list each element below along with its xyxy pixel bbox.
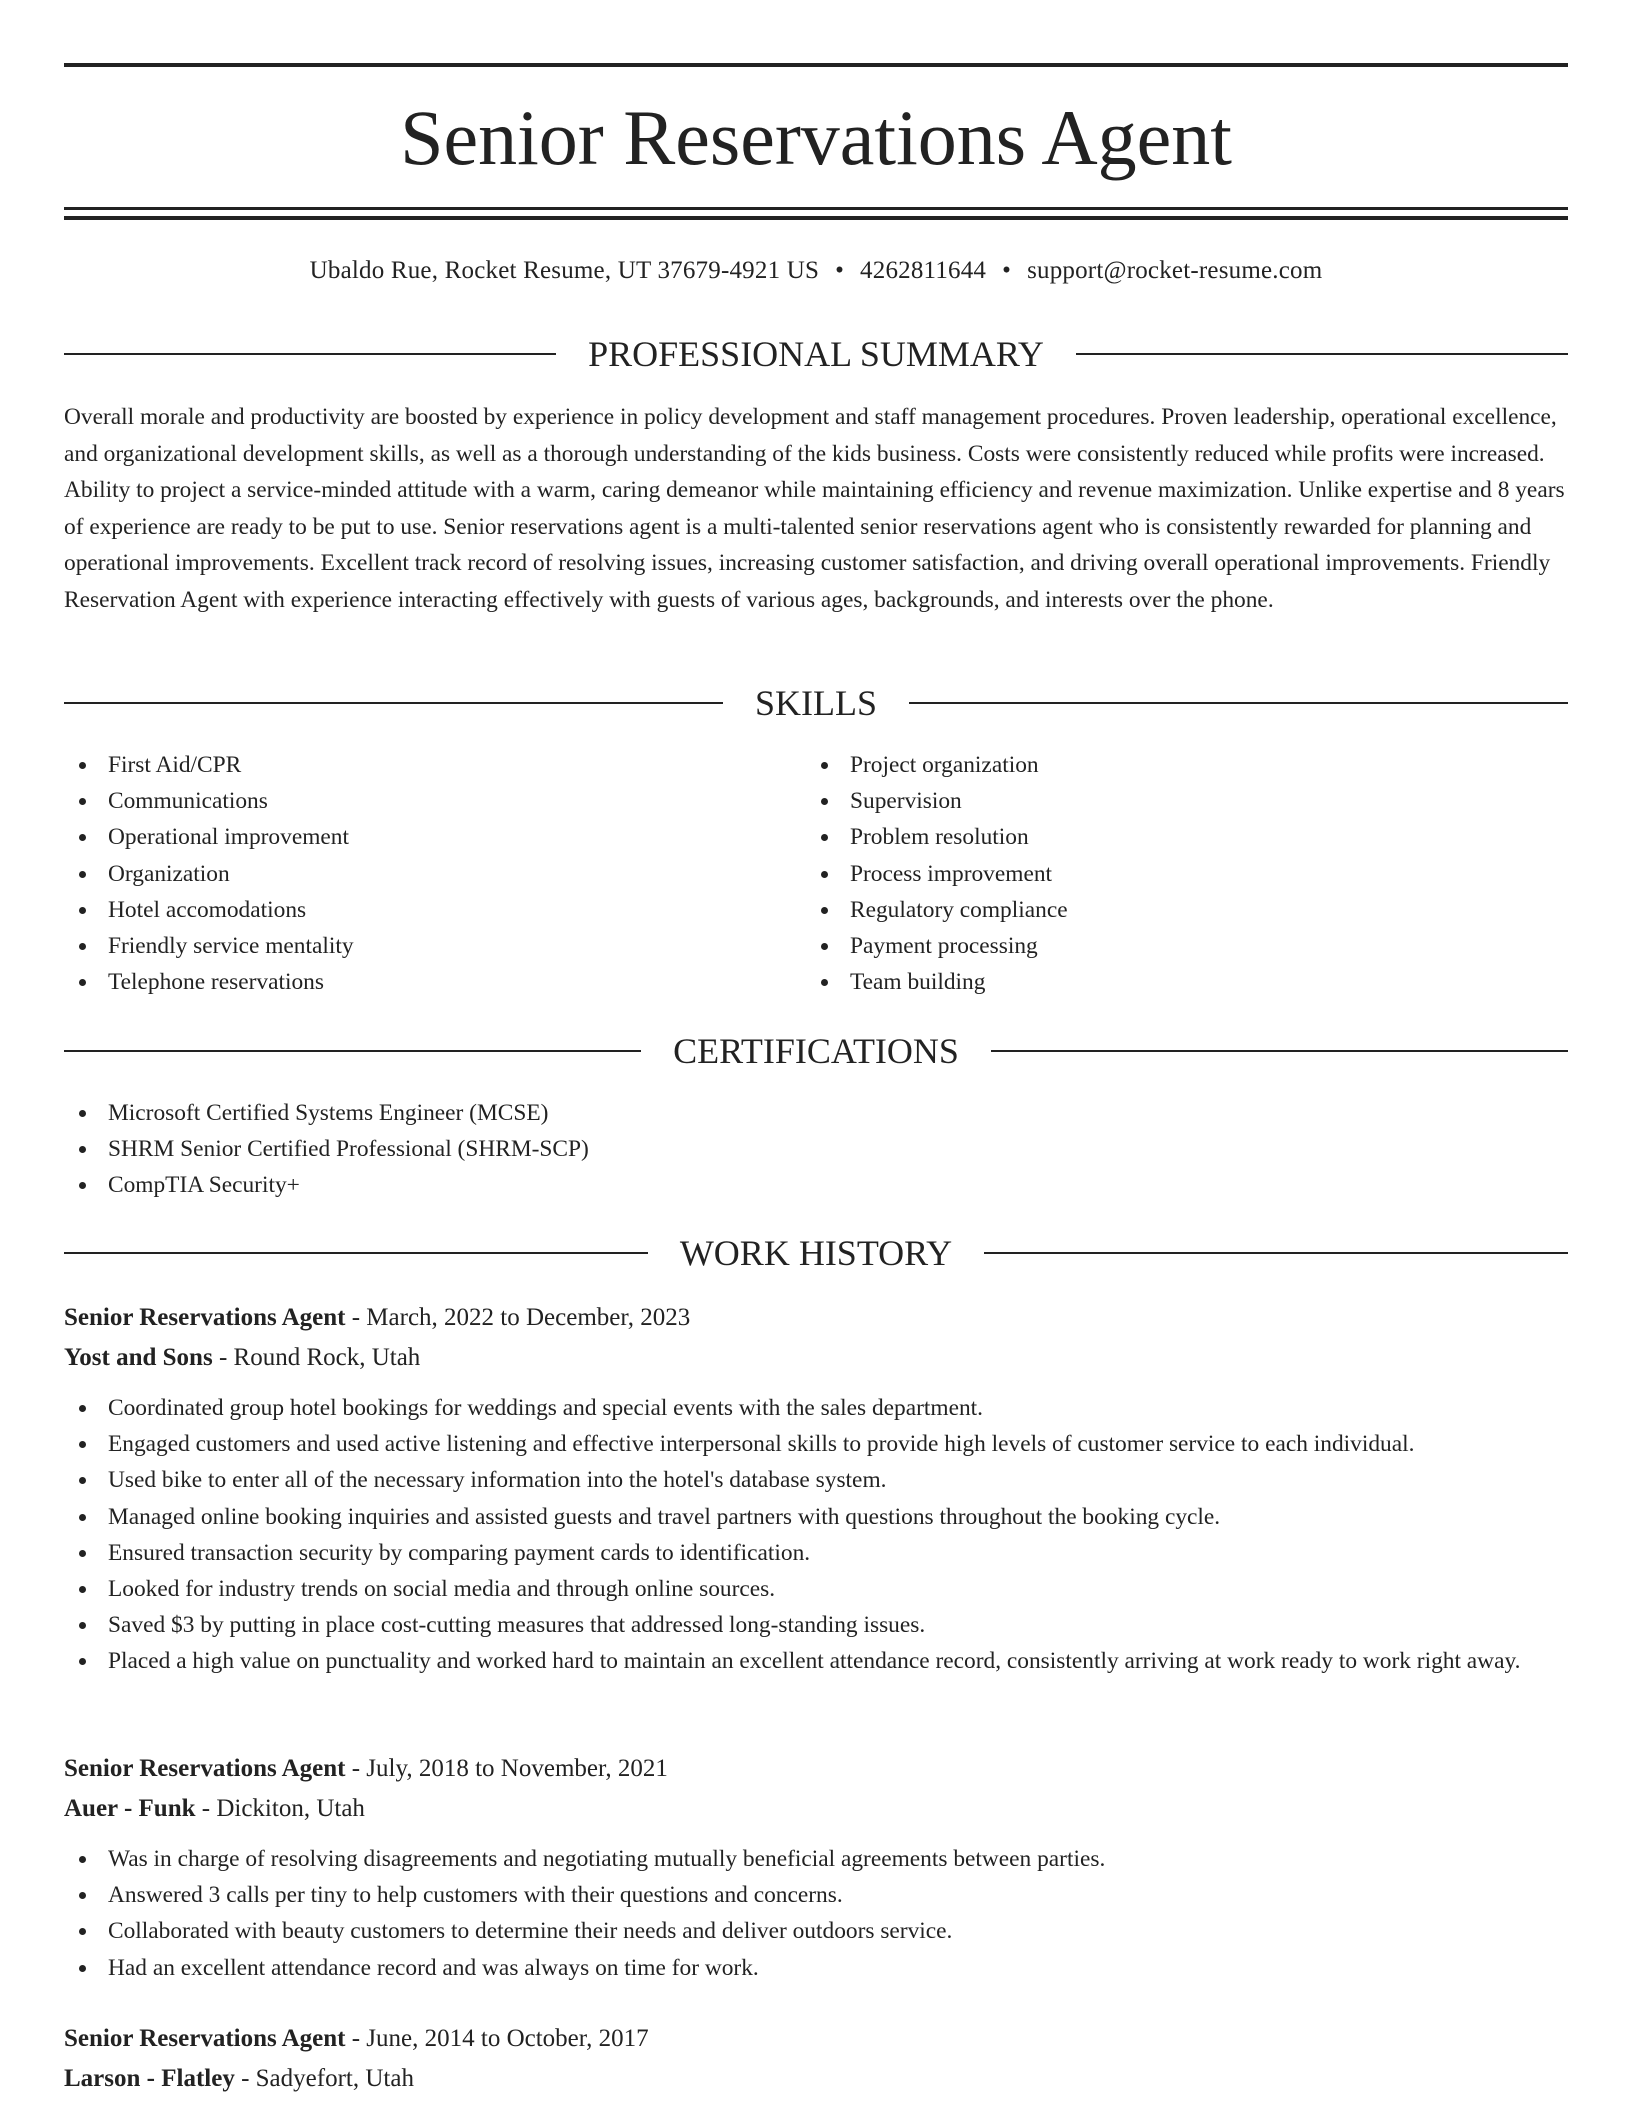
contact-line (64, 254, 1568, 288)
section-title: PROFESSIONAL SUMMARY (588, 334, 1044, 374)
job-company-line (64, 1789, 1568, 1829)
section-heading-skills (64, 681, 1568, 725)
skills-list-right (806, 747, 1506, 1000)
job-location: - Dickiton, Utah (195, 1795, 365, 1822)
job-bullet: Managed online booking inquiries and assisted guests and travel partners with questions throughout the booking cycle. (64, 1499, 1568, 1535)
skill-item: Hotel accomodations (64, 892, 764, 928)
skill-item: Friendly service mentality (64, 928, 764, 964)
job-bullets (64, 1841, 1568, 1986)
heading-rule (64, 353, 556, 355)
skill-item: Regulatory compliance (806, 892, 1506, 928)
job-bullet: Ensured transaction security by comparing payment cards to identification. (64, 1535, 1568, 1571)
skill-item: Team building (806, 964, 1506, 1000)
contact-separator: • (1002, 257, 1012, 284)
skill-item: Operational improvement (64, 819, 764, 855)
job-entry (64, 1298, 1568, 1680)
heading-rule (984, 1252, 1568, 1254)
job-bullet: Collaborated with beauty customers to determine their needs and deliver outdoors service. (64, 1913, 1568, 1949)
contact-phone: 4262811644 (860, 257, 987, 284)
page-title: Senior Reservations Agent (400, 94, 1232, 181)
skill-item: Project organization (806, 747, 1506, 783)
skill-item: Telephone reservations (64, 964, 764, 1000)
job-bullet: Used bike to enter all of the necessary information into the hotel's database system. (64, 1462, 1568, 1498)
job-company: Yost and Sons (64, 1344, 213, 1371)
job-location: - Sadyefort, Utah (234, 2065, 414, 2092)
title-rule-upper (64, 207, 1568, 210)
job-entry (64, 2019, 1568, 2099)
contact-email: support@rocket-resume.com (1027, 257, 1323, 284)
job-company-line (64, 2059, 1568, 2099)
certifications-list (64, 1095, 1568, 1204)
section-title: SKILLS (755, 683, 878, 723)
skill-item: Problem resolution (806, 819, 1506, 855)
job-bullet: Had an excellent attendance record and was always on time for work. (64, 1950, 1568, 1986)
job-bullet: Was in charge of resolving disagreements and negotiating mutually beneficial agreements between parties. (64, 1841, 1568, 1877)
skills-list-left (64, 747, 764, 1000)
job-bullet: Coordinated group hotel bookings for weddings and special events with the sales department. (64, 1390, 1568, 1426)
job-bullet: Saved $3 by putting in place cost-cutting measures that addressed long-standing issues. (64, 1607, 1568, 1643)
heading-rule (64, 1252, 648, 1254)
skill-item: Communications (64, 783, 764, 819)
heading-rule (64, 702, 723, 704)
job-title: Senior Reservations Agent (64, 1755, 346, 1782)
job-company-line (64, 1338, 1568, 1378)
section-heading-certifications (64, 1029, 1568, 1073)
job-bullets (64, 1390, 1568, 1680)
job-entry (64, 1749, 1568, 1986)
contact-address: Ubaldo Rue, Rocket Resume, UT 37679-4921 US (309, 257, 820, 284)
job-location: - Round Rock, Utah (212, 1344, 421, 1371)
job-company: Larson - Flatley (64, 2065, 235, 2092)
contact-separator: • (835, 257, 845, 284)
job-title: Senior Reservations Agent (64, 2025, 346, 2052)
certification-item: Microsoft Certified Systems Engineer (MCSE) (64, 1095, 1568, 1131)
job-title: Senior Reservations Agent (64, 1304, 346, 1331)
skill-item: Supervision (806, 783, 1506, 819)
top-rule (64, 63, 1568, 67)
job-dates: - July, 2018 to November, 2021 (345, 1755, 668, 1782)
section-heading-work-history (64, 1231, 1568, 1275)
job-bullet: Placed a high value on punctuality and worked hard to maintain an excellent attendance record, consistently arriving at work ready to work right away. (64, 1643, 1568, 1679)
skill-item: Organization (64, 856, 764, 892)
certification-item: SHRM Senior Certified Professional (SHRM-SCP) (64, 1131, 1568, 1167)
job-bullet: Engaged customers and used active listening and effective interpersonal skills to provide high levels of customer service to each individual. (64, 1426, 1568, 1462)
skill-item: Process improvement (806, 856, 1506, 892)
job-title-line (64, 1749, 1568, 1789)
section-title: CERTIFICATIONS (673, 1031, 959, 1071)
job-title-line (64, 1298, 1568, 1338)
section-title: WORK HISTORY (679, 1233, 953, 1273)
job-company: Auer - Funk (64, 1795, 196, 1822)
job-bullet: Looked for industry trends on social media and through online sources. (64, 1571, 1568, 1607)
title-rule-lower (64, 216, 1568, 220)
job-bullet: Answered 3 calls per tiny to help customers with their questions and concerns. (64, 1877, 1568, 1913)
job-dates: - June, 2014 to October, 2017 (345, 2025, 649, 2052)
heading-rule (64, 1050, 641, 1052)
heading-rule (1076, 353, 1568, 355)
summary-text: Overall morale and productivity are boosted by experience in policy development and staff management procedures. Proven leadership, operational excellence, and organizational development skills, as well as a thorough understanding of the kids business. Costs were consistently reduced while profits were increased. Ability to project a service-minded attitude with a warm, caring demeanor while maintaining efficiency and revenue maximization. Unlike expertise and 8 years of experience are ready to be put to use. Senior reservations agent is a multi-talented senior reservations agent who is consistently rewarded for planning and operational improvements. Excellent track record of resolving issues, increasing customer satisfaction, and driving overall operational improvements. Friendly Reservation Agent with experience interacting effectively with guests of various ages, backgrounds, and interests over the phone. (64, 404, 1565, 613)
section-heading-summary (64, 332, 1568, 376)
heading-rule (991, 1050, 1568, 1052)
skill-item: Payment processing (806, 928, 1506, 964)
heading-rule (909, 702, 1568, 704)
job-title-line (64, 2019, 1568, 2059)
certification-item: CompTIA Security+ (64, 1167, 1568, 1203)
job-dates: - March, 2022 to December, 2023 (345, 1304, 691, 1331)
skill-item: First Aid/CPR (64, 747, 764, 783)
